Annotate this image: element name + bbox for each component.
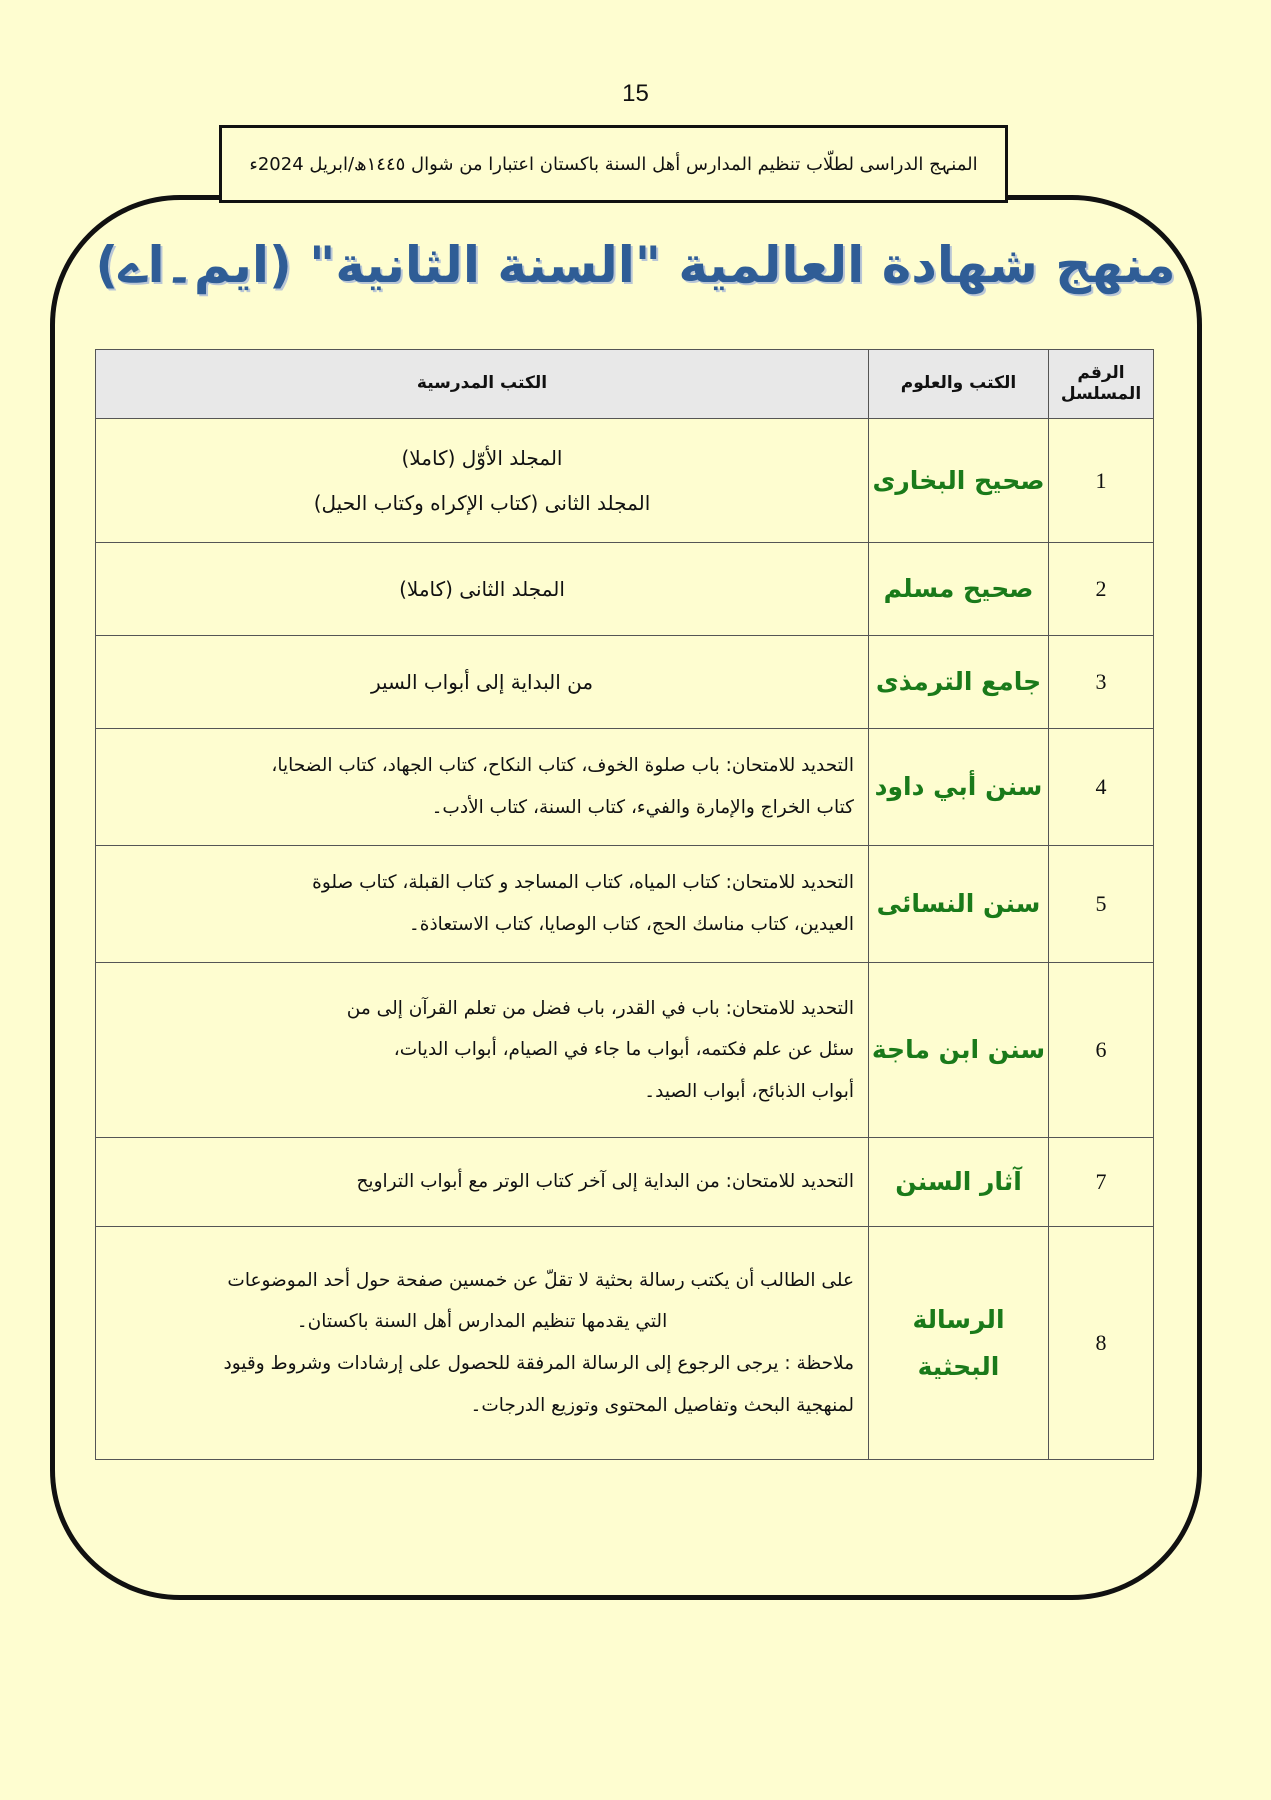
row-number: 3 (1049, 636, 1154, 729)
header-books: الكتب المدرسية (96, 350, 869, 419)
description-line: أبواب الذبائح، أبواب الصيد۔ (644, 1080, 854, 1102)
page-title: منهج شهادة العالمية "السنة الثانية" (ایم۔اے) (95, 236, 1176, 294)
book-description (96, 543, 869, 636)
table-row (96, 419, 1154, 543)
description-line: التحديد للامتحان: كتاب المياه، كتاب المساجد و كتاب القبلة، كتاب صلوة (312, 872, 854, 894)
description-line: على الطالب أن يكتب رسالة بحثية لا تقلّ عن خمسين صفحة حول أحد الموضوعات (227, 1269, 854, 1291)
table-row (96, 729, 1154, 846)
description-line: لمنهجية البحث وتفاصيل المحتوى وتوزيع الدرجات۔ (470, 1394, 854, 1416)
row-number: 8 (1049, 1227, 1154, 1460)
book-description (96, 1138, 869, 1227)
description-line: التحديد للامتحان: باب في القدر، باب فضل من تعلم القرآن إلى من (346, 997, 854, 1019)
row-number: 1 (1049, 419, 1154, 543)
book-title: سنن النسائى (869, 846, 1049, 963)
header-box (219, 125, 1008, 203)
row-number: 2 (1049, 543, 1154, 636)
book-title: الرسالة البحثية (869, 1227, 1049, 1460)
table-row (96, 1138, 1154, 1227)
table-row (96, 1227, 1154, 1460)
table-row (96, 636, 1154, 729)
curriculum-table (95, 349, 1154, 1460)
header-serial: الرقم المسلسل (1049, 350, 1154, 419)
description-line: التحديد للامتحان: من البداية إلى آخر كتاب الوتر مع أبواب التراويح (356, 1171, 854, 1193)
book-title: جامع الترمذى (869, 636, 1049, 729)
table-row (96, 846, 1154, 963)
header-text: المنہج الدراسی لطلّاب تنظیم المدارس أهل السنة باکستان اعتبارا من شوال ١٤٤٥ھ/ابریل 2024ء (249, 153, 978, 175)
description-line: العيدين، كتاب مناسك الحج، كتاب الوصايا، كتاب الاستعاذة۔ (408, 914, 854, 935)
description-line: كتاب الخراج والإمارة والفيء، كتاب السنة، كتاب الأدب۔ (431, 797, 854, 818)
table-row (96, 963, 1154, 1138)
description-line: المجلد الثانى (كاملا) (399, 576, 565, 601)
book-title: سنن ابن ماجة (869, 963, 1049, 1138)
row-number: 7 (1049, 1138, 1154, 1227)
description-line: من البداية إلى أبواب السير (370, 669, 594, 694)
book-description (96, 1227, 869, 1460)
description-line: التي يقدمها تنظيم المدارس أهل السنة باكستان۔ (296, 1311, 668, 1333)
book-title: صحيح البخارى (869, 419, 1049, 543)
row-number: 5 (1049, 846, 1154, 963)
book-description (96, 963, 869, 1138)
book-title: آثار السنن (869, 1138, 1049, 1227)
description-line: التحديد للامتحان: باب صلوة الخوف، كتاب النكاح، كتاب الجهاد، كتاب الضحايا، (271, 755, 854, 777)
row-number: 4 (1049, 729, 1154, 846)
table-header-row (96, 350, 1154, 419)
page-number: 15 (622, 80, 649, 107)
description-line: المجلد الأوّل (كاملا) (401, 445, 563, 470)
description-line: سئل عن علم فكتمه، أبواب ما جاء في الصيام، أبواب الديات، (393, 1039, 854, 1061)
row-number: 6 (1049, 963, 1154, 1138)
book-description (96, 419, 869, 543)
header-subject: الكتب والعلوم (869, 350, 1049, 419)
description-line: ملاحظة : يرجى الرجوع إلى الرسالة المرفقة للحصول على إرشادات وشروط وقيود (223, 1353, 854, 1374)
book-title: صحيح مسلم (869, 543, 1049, 636)
book-description (96, 636, 869, 729)
book-title: سنن أبي داود (869, 729, 1049, 846)
table-row (96, 543, 1154, 636)
book-description (96, 846, 869, 963)
description-line: المجلد الثانى (كتاب الإكراه وكتاب الحيل) (313, 490, 651, 515)
book-description (96, 729, 869, 846)
